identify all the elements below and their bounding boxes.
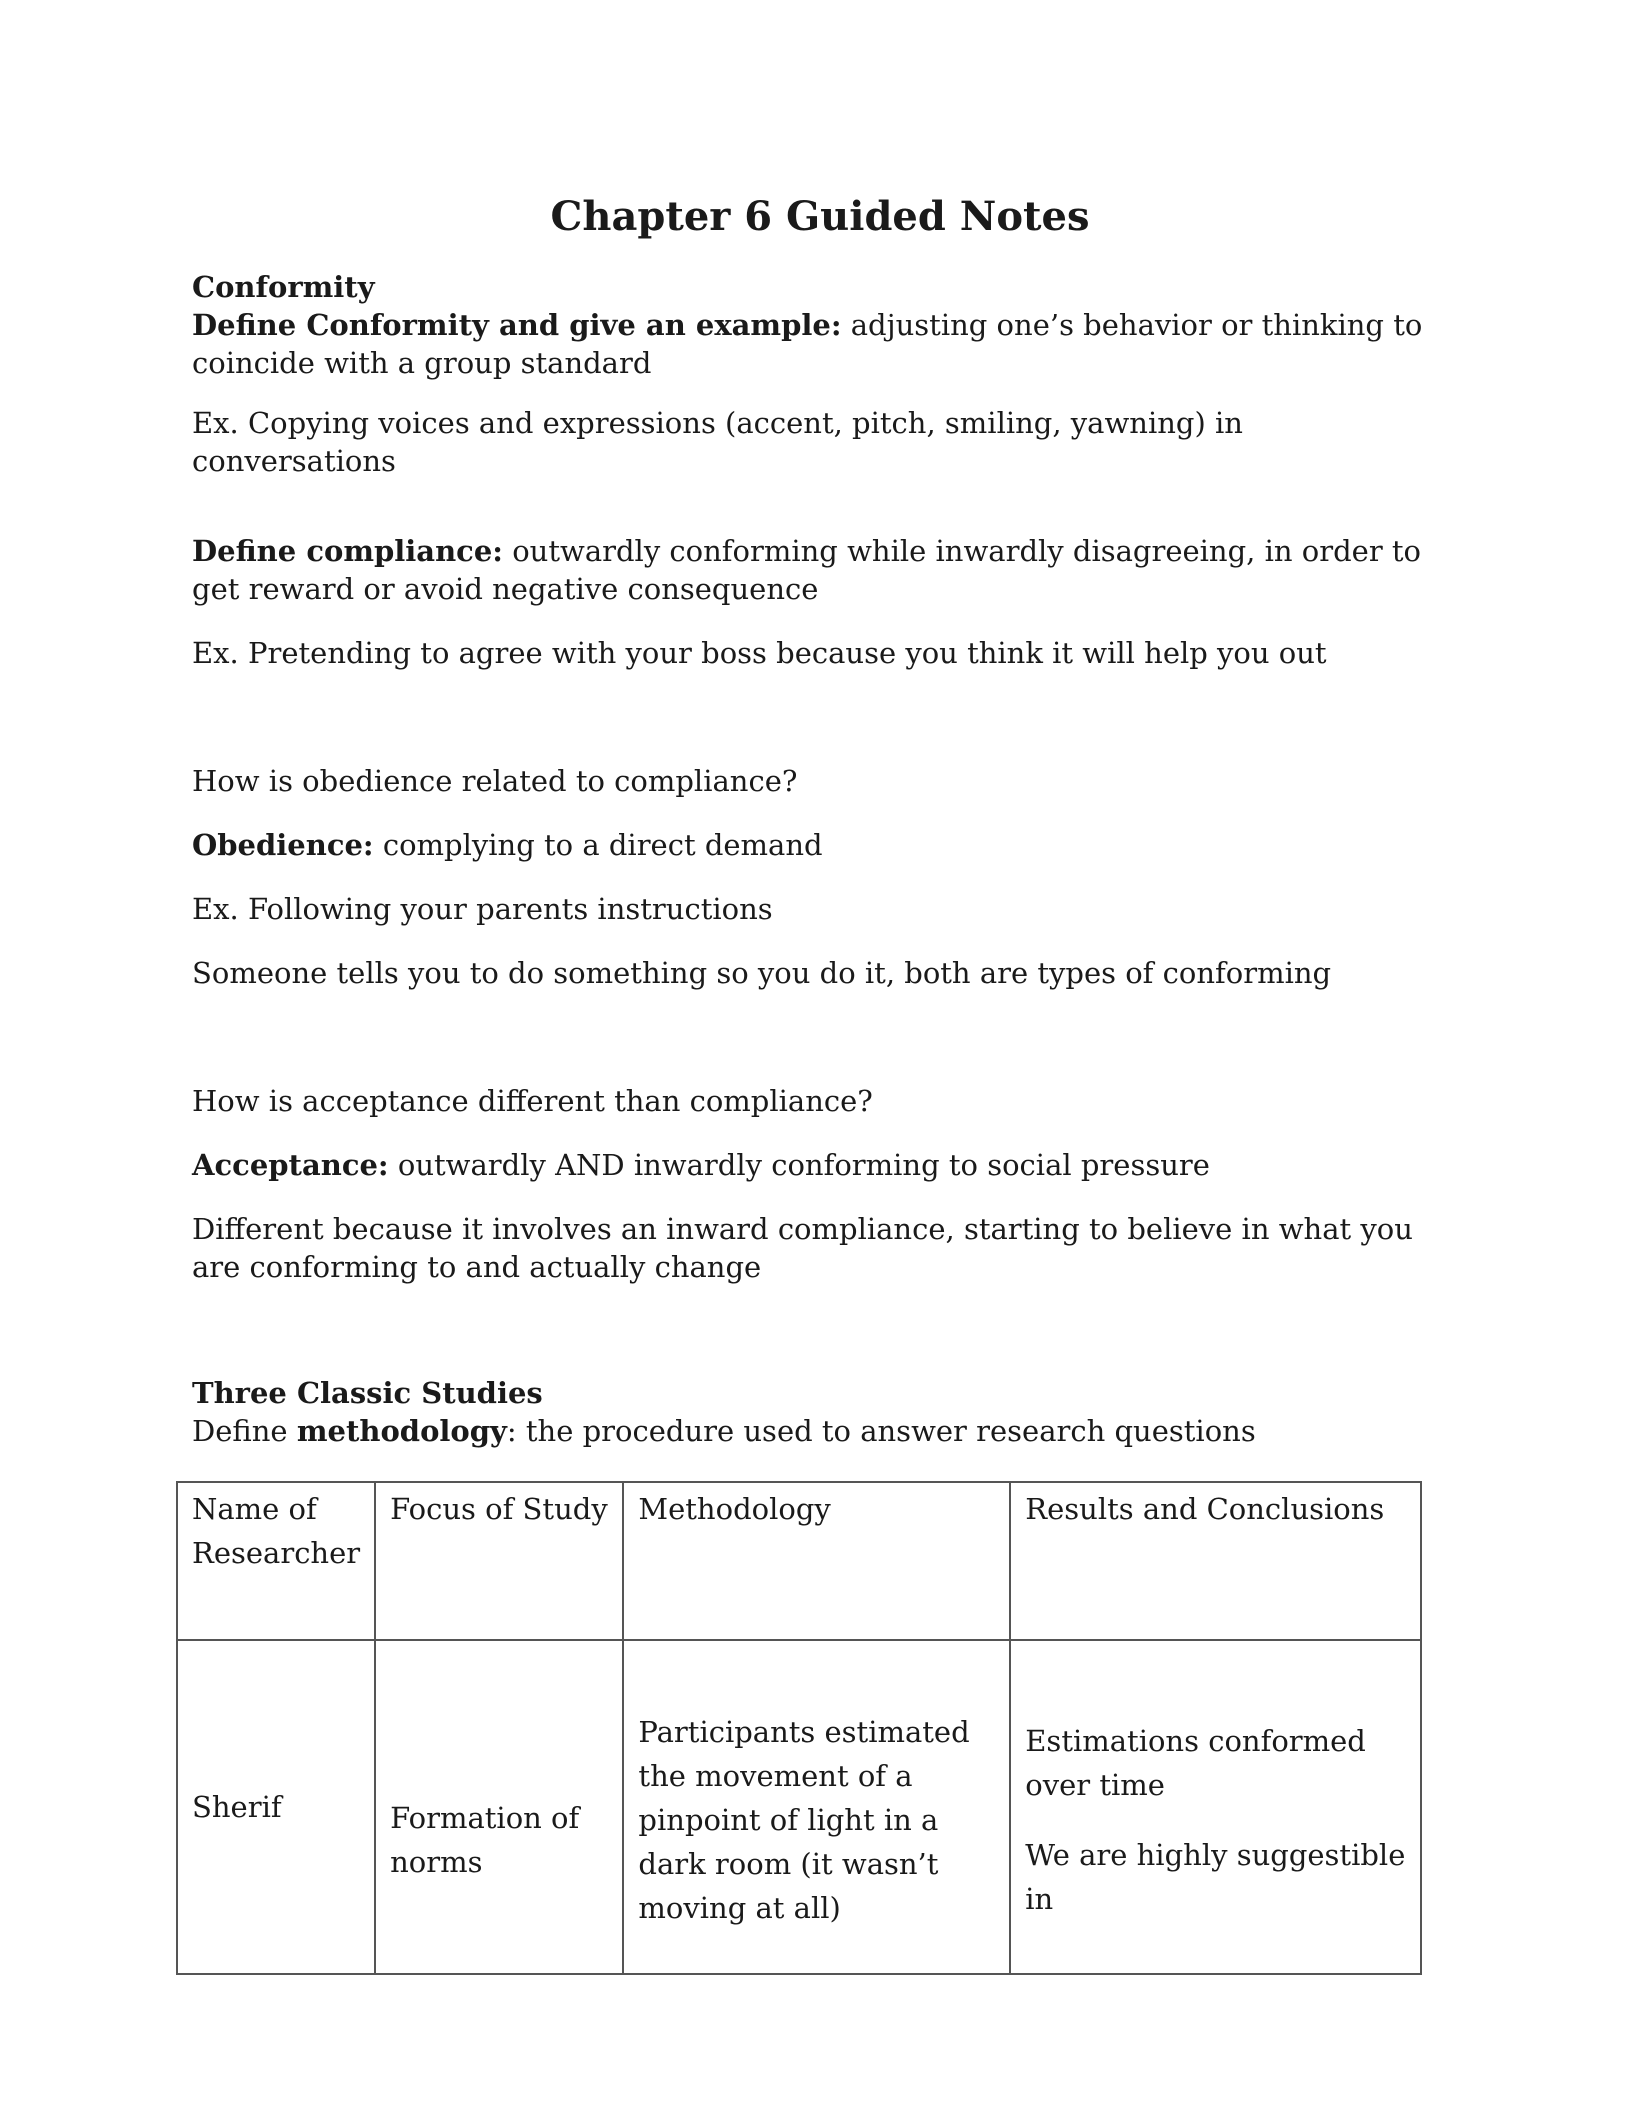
cell-researcher: Sherif [177,1640,375,1974]
compliance-example: Ex. Pretending to agree with your boss because you think it will help you out [192,636,1327,670]
studies-section [192,1374,1452,1450]
conformity-example: Ex. Copying voices and expressions (accent, pitch, smiling, yawning) in conversations [192,406,1243,478]
header-methodology: Methodology [623,1482,1010,1640]
conformity-define-text: adjusting one’s behavior or thinking to coincide with a group standard [192,308,1423,380]
table-header-row [177,1482,1421,1640]
cell-methodology: Participants estimated the movement of a pinpoint of light in a dark room (it wasn’t moving at all) [623,1640,1010,1974]
compliance-define-label: Define compliance: [192,534,503,568]
methodology-term: methodology [296,1414,507,1448]
studies-table [176,1481,1422,1975]
obedience-label: Obedience: [192,828,374,862]
obedience-relation: Someone tells you to do something so you do it, both are types of conforming [192,956,1332,990]
obedience-question: How is obedience related to compliance? [192,764,798,798]
table-row [177,1640,1421,1974]
conformity-define-label: Define Conformity and give an example: [192,308,842,342]
result-line-1: Estimations conformed over time [1025,1724,1366,1802]
acceptance-difference: Different because it involves an inward compliance, starting to believe in what you are conforming to and actually change [192,1212,1413,1284]
acceptance-question: How is acceptance different than compliance? [192,1084,873,1118]
compliance-definition [192,532,1452,608]
result-line-2: We are highly suggestible in [1025,1838,1406,1916]
acceptance-label: Acceptance: [192,1148,389,1182]
studies-heading: Three Classic Studies [192,1376,543,1410]
methodology-definition [192,1412,1452,1450]
conformity-definition [192,306,1452,382]
conformity-heading: Conformity [192,270,375,304]
obedience-text: complying to a direct demand [373,828,823,862]
header-focus: Focus of Study [375,1482,623,1640]
acceptance-definition [192,1146,1452,1184]
page-title: Chapter 6 Guided Notes [550,193,1090,240]
header-results: Results and Conclusions [1010,1482,1421,1640]
methodology-define-prefix: Define [192,1414,297,1448]
header-researcher: Name of Researcher [177,1482,375,1640]
methodology-define-text: : the procedure used to answer research questions [506,1414,1256,1448]
obedience-example: Ex. Following your parents instructions [192,892,773,926]
compliance-define-text: outwardly conforming while inwardly disagreeing, in order to get reward or avoid negative consequence [192,534,1422,606]
cell-results [1010,1640,1421,1974]
conformity-section [192,268,1452,382]
cell-focus: Formation of norms [375,1640,623,1974]
obedience-definition [192,826,1452,864]
acceptance-text: outwardly AND inwardly conforming to social pressure [388,1148,1210,1182]
